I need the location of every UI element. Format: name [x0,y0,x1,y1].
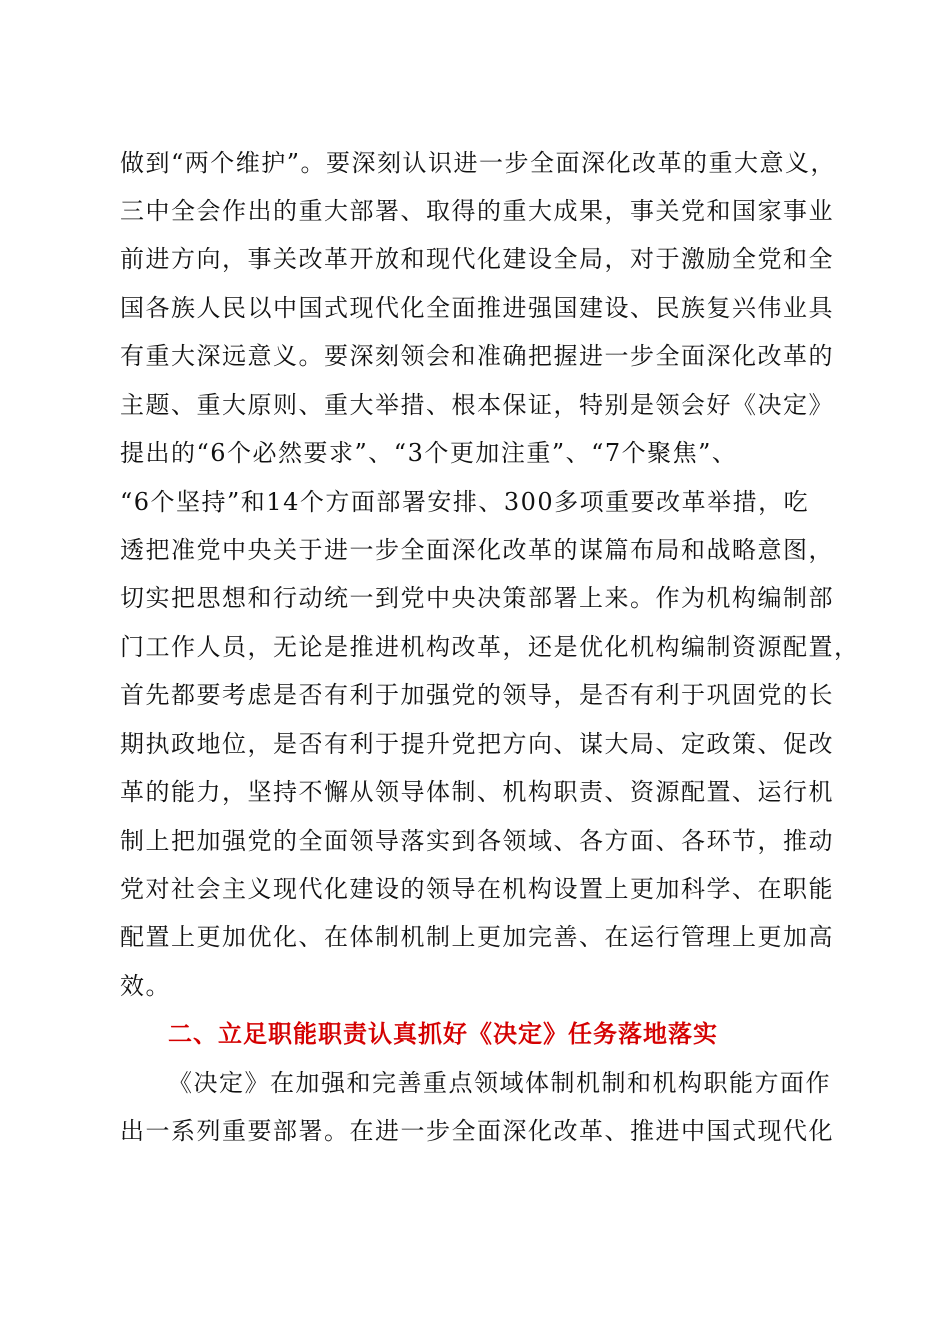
body-line-16: 党对社会主义现代化建设的领导在机构设置上更加科学、在职能 [120,875,834,903]
body-line-18: 效。 [120,972,171,1000]
body-line-14: 革的能力，坚持不懈从领导体制、机构职责、资源配置、运行机 [120,778,834,806]
paragraph-line-2: 出一系列重要部署。在进一步全面深化改革、推进中国式现代化 [120,1117,834,1145]
section-heading: 二、立足职能职责认真抓好《决定》任务落地落实 [168,1020,718,1048]
body-line-15: 制上把加强党的全面领导落实到各领域、各方面、各环节，推动 [120,827,834,855]
body-line-13: 期执政地位，是否有利于提升党把方向、谋大局、定政策、促改 [120,730,834,758]
body-line-2: 三中全会作出的重大部署、取得的重大成果，事关党和国家事业 [120,197,834,225]
body-line-11: 门工作人员，无论是推进机构改革，还是优化机构编制资源配置， [120,633,860,661]
body-line-12: 首先都要考虑是否有利于加强党的领导，是否有利于巩固党的长 [120,681,834,709]
body-line-3: 前进方向，事关改革开放和现代化建设全局，对于激励全党和全 [120,245,834,273]
body-line-10: 切实把思想和行动统一到党中央决策部署上来。作为机构编制部 [120,584,834,612]
body-line-9: 透把准党中央关于进一步全面深化改革的谋篇布局和战略意图， [120,536,834,564]
body-line-1: 做到“两个维护”。要深刻认识进一步全面深化改革的重大意义， [120,149,837,177]
body-line-8: “6个坚持”和14个方面部署安排、300多项重要改革举措，吃 [120,488,810,516]
body-line-17: 配置上更加优化、在体制机制上更加完善、在运行管理上更加高 [120,923,834,951]
body-line-6: 主题、重大原则、重大举措、根本保证，特别是领会好《决定》 [120,391,834,419]
body-line-7: 提出的“6个必然要求”、“3个更加注重”、“7个聚焦”、 [120,439,738,467]
paragraph-line-1: 《决定》在加强和完善重点领域体制机制和机构职能方面作 [168,1069,831,1097]
body-line-5: 有重大深远意义。要深刻领会和准确把握进一步全面深化改革的 [120,342,834,370]
body-line-4: 国各族人民以中国式现代化全面推进强国建设、民族复兴伟业具 [120,294,834,322]
